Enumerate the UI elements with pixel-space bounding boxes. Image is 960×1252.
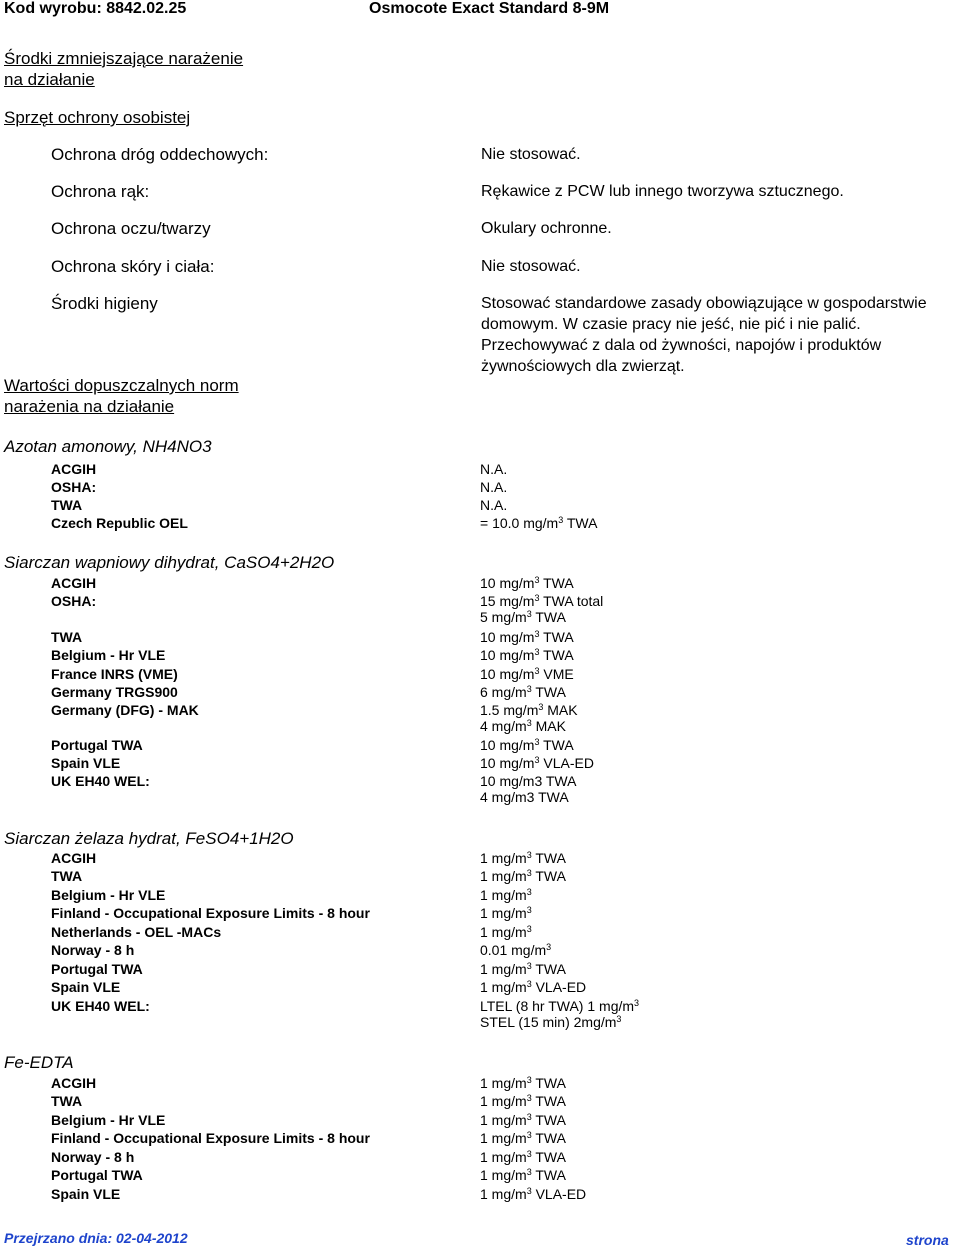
limit-value-unit: TWA [539,647,574,663]
limit-value-exponent: 3 [526,905,532,915]
ppe-label-hygiene: Środki higieny [51,294,158,313]
limit-value-exponent: 3 [534,647,540,657]
limit-label: Belgium - Hr VLE [51,887,166,903]
limit-value-text: 4 mg/m3 TWA [480,789,569,805]
limit-value-text: 10 mg/m [480,647,535,663]
limit-value [480,497,507,513]
limit-value [480,1186,586,1202]
limit-value [480,850,566,866]
limit-value-exponent: 3 [616,1014,622,1024]
limit-value-exponent: 3 [534,593,540,603]
ppe-title: Sprzęt ochrony osobistej [4,108,191,127]
limit-value-text: N.A. [480,497,508,513]
limit-label: Finland - Occupational Exposure Limits - 8 hour [51,1130,370,1146]
limit-value-text: 1 mg/m [480,887,527,903]
limit-value-text: 10 mg/m [480,737,535,753]
limit-value [480,718,566,734]
limit-label: OSHA: [51,593,97,609]
limit-value-text: 1 mg/m [480,1186,527,1202]
ppe-value-hands: Rękawice z PCW lub innego tworzywa sztucznego. [481,183,844,200]
limit-value [480,593,603,609]
limit-value-exponent: 3 [526,1167,532,1177]
limit-value-unit: TWA [531,1075,566,1091]
limit-value-unit: TWA [531,1167,566,1183]
limit-value-unit: MAK [531,718,566,734]
ppe-label-skin: Ochrona skóry i ciała: [51,257,215,276]
limit-value-exponent: 3 [526,1075,532,1085]
limit-value-text: 1 mg/m [480,850,527,866]
limit-value-text: 10 mg/m [480,666,535,682]
limit-label: Czech Republic OEL [51,515,188,531]
limit-value [480,666,574,682]
limit-value-unit: TWA [531,609,566,625]
limit-value [480,1112,566,1128]
section-title [4,48,243,90]
limit-value-exponent: 3 [526,868,532,878]
limit-value [480,629,574,645]
limit-value-text: 1 mg/m [480,1112,527,1128]
limit-value-text: 4 mg/m [480,718,527,734]
limit-label: Germany (DFG) - MAK [51,702,199,718]
limit-value-unit: VLA-ED [531,1186,587,1202]
limit-value-text: N.A. [480,461,508,477]
section-title-line2: na działanie [4,70,95,89]
ppe-label-hands: Ochrona rąk: [51,182,150,201]
limit-value-exponent: 3 [558,515,564,525]
limit-label: Norway - 8 h [51,1149,135,1165]
limit-value-unit: VLA-ED [539,755,594,771]
ppe-label-eyes: Ochrona oczu/twarzy [51,219,211,238]
limit-value-text: 10 mg/m3 TWA [480,773,577,789]
ppe-label-respiratory: Ochrona dróg oddechowych: [51,145,269,164]
limit-value-exponent: 3 [534,575,540,585]
limit-value-exponent: 3 [526,1093,532,1103]
limit-label: Norway - 8 h [51,942,135,958]
limit-value-unit: VME [539,666,574,682]
limit-value-text: LTEL (8 hr TWA) 1 mg/m [480,998,635,1014]
limit-value-text: = 10.0 mg/m [480,515,559,531]
limit-value-unit: TWA [531,684,566,700]
limit-value-exponent: 3 [526,609,532,619]
limit-label: UK EH40 WEL: [51,773,150,789]
limit-value-exponent: 3 [526,979,532,989]
limit-value [480,737,574,753]
limit-value-exponent: 3 [526,684,532,694]
limit-label: Finland - Occupational Exposure Limits - 8 hour [51,905,370,921]
limit-label: TWA [51,868,83,884]
ppe-value-respiratory: Nie stosować. [481,146,581,163]
limit-value-text: 1 mg/m [480,1130,527,1146]
limit-label: Spain VLE [51,755,121,771]
limit-value-text: 10 mg/m [480,755,535,771]
limit-label: TWA [51,497,83,513]
limit-value-text: 1 mg/m [480,924,527,940]
limit-value-unit: TWA [539,575,574,591]
limit-value [480,479,507,495]
limit-value-unit: TWA [531,1149,566,1165]
limit-value-unit: MAK [543,702,578,718]
limit-value [480,979,586,995]
footer-revision-date: Przejrzano dnia: 02-04-2012 [4,1230,188,1246]
limit-value-exponent: 3 [526,718,532,728]
limit-value-exponent: 3 [534,629,540,639]
limit-value-exponent: 3 [526,1130,532,1140]
limit-label: UK EH40 WEL: [51,998,150,1014]
limit-label: Portugal TWA [51,1167,143,1183]
limit-value-text: 1 mg/m [480,1075,527,1091]
limit-value-text: 1 mg/m [480,979,527,995]
limit-value-text: STEL (15 min) 2mg/m [480,1014,617,1030]
limits-title-line2: narażenia na działanie [4,397,175,416]
limit-value-unit: TWA [539,737,574,753]
substance-name: Siarczan wapniowy dihydrat, CaSO4+2H2O [4,553,335,572]
limit-value [480,702,578,718]
limit-value-exponent: 3 [526,1149,532,1159]
limit-value-text: 6 mg/m [480,684,527,700]
limit-value [480,905,532,921]
limit-value [480,755,594,771]
limit-value-text: N.A. [480,479,508,495]
limit-value-exponent: 3 [546,942,552,952]
limits-title-line1: Wartości dopuszczalnych norm [4,376,239,395]
limit-value [480,1014,621,1030]
limit-value [480,684,566,700]
limit-value-text: 0.01 mg/m [480,942,547,958]
limit-label: TWA [51,629,83,645]
limit-value-text: 15 mg/m [480,593,535,609]
limit-value-text: 10 mg/m [480,575,535,591]
limit-value-unit: TWA [531,1130,566,1146]
limit-value-exponent: 3 [634,998,640,1008]
limit-label: OSHA: [51,479,97,495]
limit-label: Spain VLE [51,1186,121,1202]
limit-label: Belgium - Hr VLE [51,647,166,663]
limit-value-exponent: 3 [526,1112,532,1122]
limit-value-exponent: 3 [526,1186,532,1196]
limit-value [480,1149,566,1165]
limit-value [480,887,532,903]
limits-title [4,375,239,417]
substance-name: Fe-EDTA [4,1053,74,1072]
limit-value [480,998,639,1014]
limit-value [480,961,566,977]
limit-value-text: 1.5 mg/m [480,702,539,718]
limit-value-unit: TWA [531,1093,566,1109]
substance-name: Azotan amonowy, NH4NO3 [4,437,212,456]
limit-value-text: 1 mg/m [480,1093,527,1109]
limit-value [480,515,597,531]
limit-label: TWA [51,1093,83,1109]
ppe-value-hygiene: Stosować standardowe zasady obowiązujące w gospodarstwie domowym. W czasie pracy nie jeść, nie pić i nie palić. Przechowywać z dala od żywności, napojów i produktów żywnościowych dla zwierząt. [481,295,927,375]
limit-label: ACGIH [51,575,97,591]
limit-label: France INRS (VME) [51,666,178,682]
substance-name: Siarczan żelaza hydrat, FeSO4+1H2O [4,829,294,848]
limit-value [480,789,569,805]
limit-value [480,1130,566,1146]
limit-label: ACGIH [51,461,97,477]
limit-value-text: 5 mg/m [480,609,527,625]
limit-value [480,868,566,884]
product-code: Kod wyrobu: 8842.02.25 [4,0,187,17]
limit-value-exponent: 3 [526,961,532,971]
limit-label: ACGIH [51,1075,97,1091]
limit-value [480,1093,566,1109]
limit-value [480,773,576,789]
limit-value [480,461,507,477]
section-title-line1: Środki zmniejszające narażenie [4,49,244,68]
limit-label: Germany TRGS900 [51,684,178,700]
ppe-value-skin: Nie stosować. [481,258,581,275]
limit-label: Netherlands - OEL -MACs [51,924,222,940]
limit-value-text: 10 mg/m [480,629,535,645]
limit-value-unit: TWA [531,1112,566,1128]
limit-value-exponent: 3 [526,850,532,860]
limit-value-text: 1 mg/m [480,1149,527,1165]
limit-value [480,575,574,591]
ppe-value-eyes: Okulary ochronne. [481,220,612,237]
footer-page: strona [906,1232,949,1248]
limit-value-exponent: 3 [538,702,544,712]
limit-value-exponent: 3 [526,924,532,934]
limit-value [480,924,532,940]
limit-value-text: 1 mg/m [480,905,527,921]
limit-label: Spain VLE [51,979,121,995]
limit-label: Portugal TWA [51,961,143,977]
limit-value-exponent: 3 [534,666,540,676]
limit-value-unit: TWA [531,868,566,884]
limit-value-unit: TWA [563,515,598,531]
limit-value-unit: VLA-ED [531,979,587,995]
limit-value [480,942,551,958]
limit-value-text: 1 mg/m [480,868,527,884]
limit-value-exponent: 3 [526,887,532,897]
limit-value-unit: TWA [531,850,566,866]
limit-value [480,609,566,625]
limit-label: Portugal TWA [51,737,143,753]
limit-value-exponent: 3 [534,755,540,765]
limit-value-text: 1 mg/m [480,1167,527,1183]
limit-value [480,647,574,663]
limit-value [480,1075,566,1091]
limit-label: Belgium - Hr VLE [51,1112,166,1128]
limit-label: ACGIH [51,850,97,866]
limit-value-unit: TWA [539,629,574,645]
limit-value-text: 1 mg/m [480,961,527,977]
limit-value [480,1167,566,1183]
product-name: Osmocote Exact Standard 8-9M [369,0,610,17]
limit-value-unit: TWA [531,961,566,977]
limit-value-exponent: 3 [534,737,540,747]
limit-value-unit: TWA total [539,593,604,609]
